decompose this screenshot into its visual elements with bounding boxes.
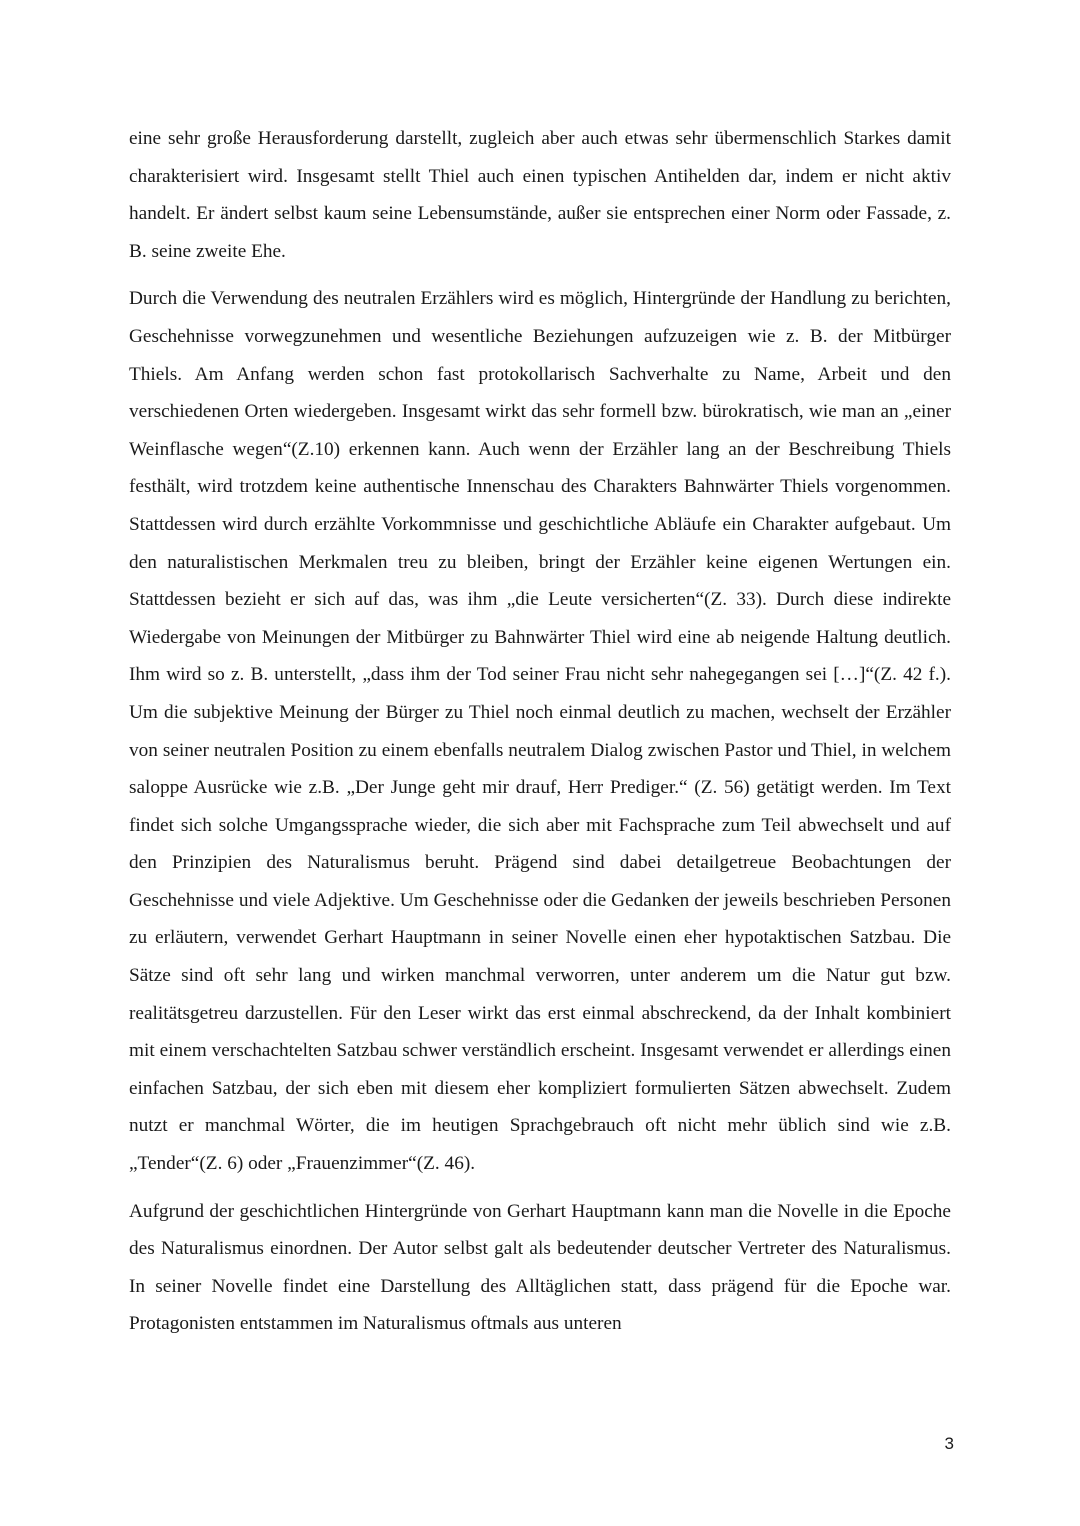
page-number: 3: [944, 1434, 954, 1453]
paragraph-3: Aufgrund der geschichtlichen Hintergründe von Gerhart Hauptmann kann man die Novelle in die Epoche des Naturalismus einordnen. Der Autor selbst galt als bedeutender deutscher Vertreter des Naturalismus. In seiner Novelle findet eine Darstellung des Alltäglichen statt, dass prägend für die Epoche war. Protagonisten entstammen im Naturalismus oftmals aus unteren: [129, 1200, 951, 1335]
body-text: [129, 120, 951, 1353]
paragraph-1: eine sehr große Herausforderung darstellt, zugleich aber auch etwas sehr übermenschlich Starkes damit charakterisiert wird. Insgesamt stellt Thiel auch einen typischen Antihelden dar, indem er nicht aktiv handelt. Er ändert selbst kaum seine Lebensumstände, außer sie entsprechen einer Norm oder Fassade, z. B. seine zweite Ehe.: [129, 128, 951, 262]
paragraph-2: Durch die Verwendung des neutralen Erzählers wird es möglich, Hintergründe der Handlung zu berichten, Geschehnisse vorwegzunehmen und wesentliche Beziehungen aufzuzeigen wie z. B. der Mitbürger Thiels. Am Anfang werden schon fast protokollarisch Sachverhalte zu Name, Arbeit und den verschiedenen Orten wiedergeben. Insgesamt wirkt das sehr formell bzw. bürokratisch, wie man an „einer Weinflasche wegen“(Z.10) erkennen kann. Auch wenn der Erzähler lang an der Beschreibung Thiels festhält, wird trotzdem keine authentische Innenschau des Charakters Bahnwärter Thiels vorgenommen. Stattdessen wird durch erzählte Vorkommnisse und geschichtliche Abläufe ein Charakter aufgebaut. Um den naturalistischen Merkmalen treu zu bleiben, bringt der Erzähler keine eigenen Wertungen ein. Stattdessen bezieht er sich auf das, was ihm „die Leute versicherten“(Z. 33). Durch diese indirekte Wiedergabe von Meinungen der Mitbürger zu Bahnwärter Thiel wird eine ab neigende Haltung deutlich. Ihm wird so z. B. unterstellt, „dass ihm der Tod seiner Frau nicht sehr nahegegangen sei […]“(Z. 42 f.). Um die subjektive Meinung der Bürger zu Thiel noch einmal deutlich zu machen, wechselt der Erzähler von seiner neutralen Position zu einem ebenfalls neutralem Dialog zwischen Pastor und Thiel, in welchem saloppe Ausrücke wie z.B. „Der Junge geht mir drauf, Herr Prediger.“ (Z. 56) getätigt werden. Im Text findet sich solche Umgangssprache wieder, die sich aber mit Fachsprache zum Teil abwechselt und auf den Prinzipien des Naturalismus beruht. Prägend sind dabei detailgetreue Beobachtungen der Geschehnisse und viele Adjektive. Um Geschehnisse oder die Gedanken der jeweils beschrieben Personen zu erläutern, verwendet Gerhart Hauptmann in seiner Novelle einen eher hypotaktischen Satzbau. Die Sätze sind oft sehr lang und wirken manchmal verworren, unter anderem um die Natur gut bzw. realitätsgetreu darzustellen. Für den Leser wirkt das erst einmal abschreckend, da der Inhalt kombiniert mit einem verschachtelten Satzbau schwer verständlich erscheint. Insgesamt verwendet er allerdings einen einfachen Satzbau, der sich eben mit diesem eher kompliziert formulierten Sätzen abwechselt. Zudem nutzt er manchmal Wörter, die im heutigen Sprachgebrauch oft nicht mehr üblich sind wie z.B. „Tender“(Z. 6) oder „Frauenzimmer“(Z. 46).: [129, 288, 951, 1175]
